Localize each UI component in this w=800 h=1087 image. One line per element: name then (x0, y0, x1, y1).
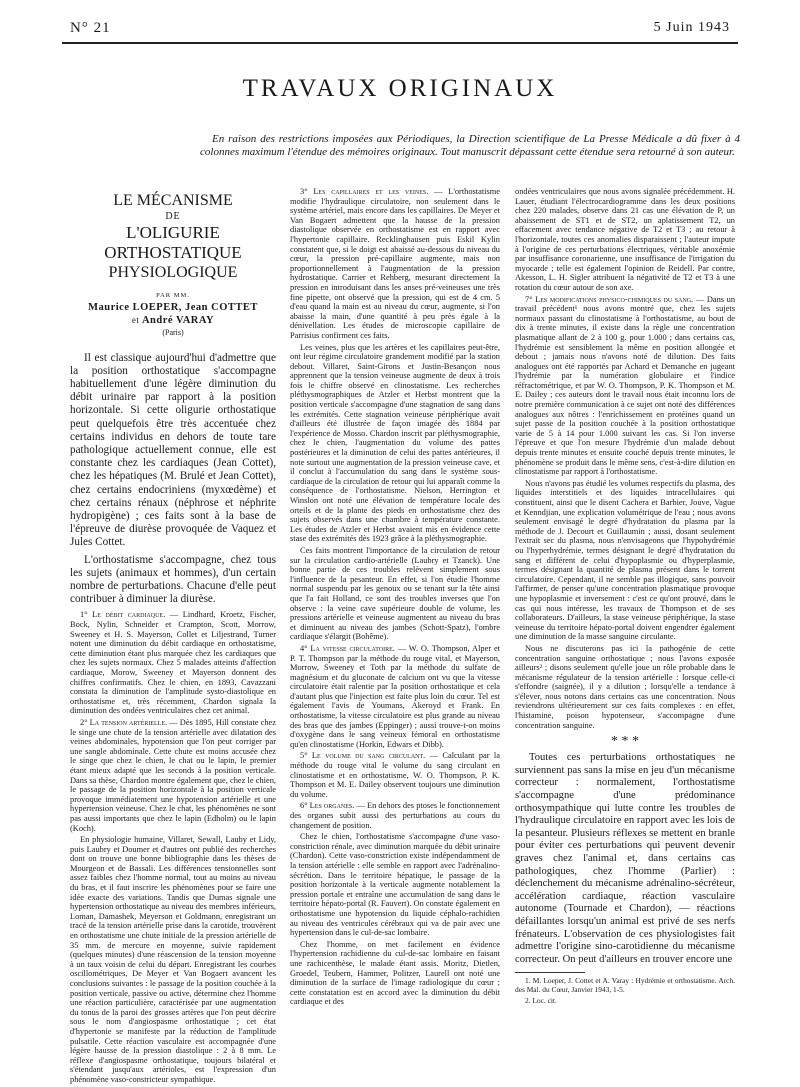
column-2 (290, 187, 500, 1009)
paragraph-pathogenie: Nous ne discuterons pas ici la pathogénie de cette concentration sanguine orthostatique ; nous l'avons exposée ailleurs² ; disons seulement qu'elle joue un rôle probable dans le mécanisme régulateur de la tension artérielle : lorsque celle-ci s'effondre (saignée), il y a dilution ; lorsqu'elle a tendance à s'élever, nous notons dans certains cas une concentration. Nous reviendrons ultérieurement sur ces faits complexes : en effet, l'histamine, poison hypotenseur, s'accompagne d'une concentration sanguine. (515, 643, 735, 730)
section-heading: 5° Le volume du sang circulant. (300, 751, 426, 761)
footnote-rule (515, 972, 585, 973)
authors-et: et (131, 314, 140, 325)
authors-line-2: André VARAY (141, 314, 215, 326)
lead-text-col3 (515, 752, 735, 966)
header-rule (62, 42, 738, 44)
footnote-1: 1. M. Loeper, J. Cottet et A. Varay : Hydrémie et orthostatisme. Arch. des Mal. du Cœur, Janvier 1943, 1-5. (515, 976, 735, 995)
section-heading: 1° Le débit cardiaque. (80, 610, 166, 620)
paragraph-physiologie-humaine: En physiologie humaine, Villaret, Sewall, Lauby et Lidy, puis Laubry et Doumer et d'autres ont publié des recherches dont on trouve une bonne bibliographie dans les thèses de Mourgeon et de Bassali. Les différences tensionnelles sont assez faibles chez l'homme normal, tout au moins au niveau du bras, et il faut inscrire les phénomènes pour se faire une idée exacte des variations. Tandis que Dumas signale une hypertension orthostatique au niveau des membres inférieurs, Loman, Damashek, Meyerson et Goldmann, enregistrant un tracé de la tension artérielle prise dans la carotide, trouvèrent en orthostatisme une chute initiale de la pression artérielle de 35 mm. de mercure en moyenne, suivie rapidement (quelques minutes) d'une réascension de la tension moyenne à un taux voisin de celui du départ. Enregistrant les courbes oscillométriques, De Meyer et Van Bogaert avancent les conclusions suivantes : le passage de la position couchée à la position verticale, passive ou active, détermine chez l'homme une réaction particulière, caractérisée par une augmentation du tonus de la paroi des grosses artères que l'on peut décrire sous le nom d'angiospasme orthostatique ; cet état d'hypertonie se manifeste par la réduction de l'amplitude pulsatile. Cette réaction vasculaire est accompagnée d'une légère hausse de la pression diastolique : 2 à 8 mm. Le réflexe d'angiospasme orthostatique, toujours bilatéral et s'étendant jusqu'aux artérioles, est l'expression d'un phénomène vaso-constricteur sympathique. (70, 835, 276, 1084)
paragraph-debit-cardiaque (70, 610, 276, 716)
authors-line-1: Maurice LOEPER, Jean COTTET (88, 301, 258, 313)
issue-date: 5 Juin 1943 (653, 20, 730, 35)
issue-number: N° 21 (70, 20, 111, 36)
article-title-line-2: DE (165, 211, 181, 222)
paragraph-body: — Calculant par la méthode du rouge vital le volume du sang circulant en clinostatisme et en orthostatisme, W. O. Thompson, P. K. Thompson et M. E. Dailey observent toujours une diminution du volume. (290, 751, 500, 799)
lead-paragraph-1: Il est classique aujourd'hui d'admettre que la position orthostatique s'accompagne habituellement d'une légère diminution du débit urinaire par rapport à la position horizontale. Si cette oligurie orthostatique peut quelquefois être très accentuée chez certains individus en dehors de toute tare pathologique actuellement connue, elle est constante chez les cardiaques (Jean Cottet), chez les hépatiques (M. Brulé et Jean Cottet), chez certains endocriniens (myxœdème) et chez certains rénaux (néphrose et néphrite hydropigène) ; ces faits sont à la base de l'épreuve de diurèse provoquée de Vaquez et Jules Cottet. (70, 351, 276, 549)
column-1 (70, 187, 276, 1087)
section-heading: 3° Les capillaires et les veines. (300, 187, 429, 196)
paragraph-veines: Les veines, plus que les artères et les capillaires peut-être, ont leur régime circulatoire grandement modifié par la station debout. Villaret, Saint-Girons et Justin-Besançon nous apprennent que la tension veineuse augmente de deux à trois fois le chiffre observé en clinostatisme. Les recherches pléthysmographiques de Atzler et Herbst montrent que la position verticale s'accompagne d'une stagnation de sang dans les extrémités. Cette stagnation veineuse périphérique avait d'ailleurs été illustrée de façon imagée dès 1884 par l'expérience de Mosso. Chardon inscrit par pléthysmographie, chez le chien, l'augmentation du volume des pattes postérieures et la diminution de celui des pattes antérieures, il note surtout une augmentation de la pression veineuse cave, et il conclut à l'accumulation du sang dans le système sous-cardiaque de la circulation de retour qui lui apparaît comme la conséquence de l'orthostatisme. Nielson, Herrington et Winslon ont noté une élévation de température locale des orteils et de la plante des pieds en orthostatisme chez des sujets observés dans une chambre à température constante. Les études de Atzler et Herbst avaient mis en évidence cette stase des extrémités dès 1923 grâce à la pléthysmographie. (290, 342, 500, 544)
section-heading: 4° La vitesse circulatoire. (300, 643, 395, 653)
paragraph-chien: Chez le chien, l'orthostatisme s'accompagne d'une vaso-constriction rénale, avec diminution marquée du débit urinaire (Chardon). Cette vaso-constriction existe indépendamment de la tension artérielle : elle semble en rapport avec l'adrénalino-sécrétion. Dans le territoire hépatique, le passage de la position horizontale à la verticale augmente notablement la pression portale et entraîne une accumulation de sang dans le territoire hépato-portal (R. Fauvert). On constate également en orthostatisme une hypotension du liquide céphalo-rachidien au niveau des ventricules cérébraux qui va de pair avec une hypertension dans le cul-de-sac lombaire. (290, 832, 500, 938)
section-heading: 2° La tension artérielle. (80, 717, 168, 727)
paragraph-body: — Dès 1895, Hill constate chez le singe une chute de la tension artérielle avec dilatation des veines abdominales, hypotension que l'on peut corriger par une sangle abdominale. Cette chute est moins accusée chez le singe que chez le chien, le chat ou le lapin, le premier étant mieux adapté que les seconds à la position verticale. Dans sa thèse, Chardon montre également que, chez le chien, le passage de la position horizontale à la position verticale provoque immédiatement une hypotension artérielle et une hypertension veineuse. Chez le chat, les phénomènes ne sont pas aussi importants que chez le lapin (Edholm) ou le lapin (Koch). (70, 717, 276, 833)
paragraph-body: — Lindhard, Kroetz, Fischer, Bock, Nylin, Schneider et Crampton, Scott, Morrow, Sweeney et H. S. Mayerson, Collet et Liljestrand, Turner notent une diminution du débit cardiaque en orthostatisme, cette diminution étant plus marquée chez les cardiaques que chez les sujets normaux. Chez 5 malades atteints d'affection cardiaque, Morow, Sweeney et Mayerson donnent des chiffres confirmatifs. Chez le chien, en 1893, Cavazzani constata la diminution de l'amplitude systo-diastolique en orthostatisme et, très récemment, Chardon signala la diminution des ondées ventriculaires chez cet animal. (70, 610, 276, 716)
section-heading: 7° Les modifications physico-chimiques du sang. (525, 294, 694, 304)
byline-par: PAR MM. (156, 292, 190, 299)
lead-paragraph-2: L'orthostatisme s'accompagne, chez tous les sujets (animaux et hommes), d'un certain nombre de perturbations. Chacune d'elle peut contribuer à diminuer la diurèse. (70, 553, 276, 606)
paragraph-capillaires (290, 187, 500, 341)
paragraph-organes (290, 801, 500, 830)
lead-paragraph-3: Toutes ces perturbations orthostatiques ne surviennent pas sans la mise en jeu d'un mécanisme correcteur : normalement, l'orthostatisme s'accompagne d'une prédominance orthosympathique qui lutte contre les troubles de l'hydraulique circulatoire en rapport avec les lois de la pesanteur. Plusieurs réflexes se mettent en branle pour éviter ces perturbations qui peuvent devenir graves chez l'animal et, dans certains cas pathologiques, chez l'homme (Parlier) : déclenchement du mécanisme adrénalino-sécréteur, accélération cardiaque, réaction vasculaire autonome (Tournade et Chardon), — réactions défaillantes lorsqu'un animal est privé de ses nerfs frénateurs. L'observation de ces physiologistes fait admettre l'origine sino-carotidienne du mécanisme correcteur. On peut d'ailleurs en trouver encore une (515, 752, 735, 965)
paragraph-circulation-retour: Ces faits montrent l'importance de la circulation de retour sur la circulation cardio-artérielle (Laubry et Tzanck). Une bonne partie de ces troubles relèvent simplement sous l'influence de la pesanteur. En effet, si l'on étudie l'homme normal suspendu par les genoux ou se tenant sur la tête ainsi que l'a fait Holland, ce sont des troubles inverses que l'on observe : la veine cave supérieure double de volume, les pressions artérielle et veineuse augmentent au niveau du bras et diminuent au niveau des jambes (Schott-Spatz), l'ombre cardiaque s'élargit (Bohême). (290, 545, 500, 642)
paragraph-body: — W. O. Thompson, Alper et P. T. Thompson par la méthode du rouge vital, et Mayerson, Morrow, Sweeney et Toth par la méthode du sulfate de magnésium et du gluconate de calcium ont vu que la vitesse circulatoire était ralentie par la position orthostatique et cela d'autant plus que l'injection est faite plus loin du cœur. Tel est également l'avis de Youmans, Akeroyd et Frank. En orthostatisme, la vitesse circulatoire est plus grande au niveau des bras que des jambes (Eppinger) ; aussi trouve-t-on moins d'oxygène dans le sang veineux fémoral en orthostatisme qu'en clinostatisme (Horkin, Edwars et Dibb). (290, 643, 501, 749)
paragraph-body: — En dehors des ptoses le fonctionnement des organes subit aussi des perturbations au cours du changement de position. (290, 801, 500, 830)
paragraph-body: — Dans un travail précédent¹ nous avons montré que, chez les sujets normaux passant du clinostatisme à l'orthostatisme, au bout de dix à trente minutes, il existe dans la règle une concentration plasmatique allant de 2 à 100 g. pour 1.000 ; dans certains cas, l'hydrémie est sensiblement la même en position allongée et debout ; jamais nous n'avons noté de dilution. Des faits analogues ont été rapportés par Achard et Demanche en jugeant l'hydrémie par la numération globulaire et l'indice réfractométrique, et par W. O. Thompson, P. K. Thompson et M. E. Dailey ; ces auteurs dont le travail nous était inconnu lors de notre première communication à ce sujet ont noté des différences analogues aux nôtres : l'enrichissement en protéines quand un sujet passe de la position couchée à la position orthostatique varie de 5 à 14 pour 1.000 suivant les cas. Si l'on inverse l'épreuve et que l'on mesure l'hydrémie d'un malade debout depuis trente minutes et ensuite couché depuis trente minutes, le phénomène se produit dans le même sens, c'est-à-dire dilution en clinostatisme par rapport à l'orthostatisme. (515, 294, 736, 477)
paragraph-tension-arterielle (70, 718, 276, 833)
editorial-notice: En raison des restrictions imposées aux Périodiques, la Direction scientifique de La Presse Médicale a dû fixer à 4 colonnes maximum l'étendue des mémoires originaux. Tout manuscrit dépassant cette étendue sera retourné à son auteur. (200, 133, 740, 158)
author-city: (Paris) (162, 327, 184, 337)
paragraph-ondees: ondées ventriculaires que nous avons signalée précédemment. H. Lauer, étudiant l'électrocardiogramme dans les deux positions chez 220 malades, observe dans 21 cas une élévation de P, un abaissement de ST1 et de ST2, un aplatissement T2, un effacement avec tendance négative de T2 et T3 ; au retour à l'horizontale, toutes ces anomalies disparaissent ; l'auteur impute à l'origine de ces perturbations électriques, véritable anoxémie par insuffisance coronarienne, une insuffisance de l'irrigation du myocarde ; telle est également l'opinion de Reidell. Par contre, Akesson, L. H. Sigler attribuent la négativité de T2 et T3 à une rotation du cœur autour de son axe. (515, 187, 735, 292)
paragraph-physico-chimiques (515, 295, 735, 477)
paragraph-volume-sang (290, 751, 500, 799)
footnote-2: 2. Loc. cit. (525, 996, 557, 1006)
lead-text (70, 352, 276, 607)
article-title-line-4: PHYSIOLOGIQUE (108, 264, 238, 281)
paragraph-vitesse (290, 644, 500, 750)
paragraph-homme: Chez l'homme, on met facilement en évidence l'hypertension rachidienne du cul-de-sac lombaire en faisant une rachicenthèse, le malade étant assis. Moritz, Dietlen, Groedel, Teubern, Hammer, Politzer, Laurell ont noté une diminution de la surface de l'image radiologique du cœur ; cette constatation est en accord avec la diminution du débit cardiaque et des (290, 939, 500, 1007)
article-title-line-1: LE MÉCANISME (113, 192, 233, 209)
article-title-block (70, 191, 276, 338)
column-3 (515, 187, 735, 1007)
section-separator-stars: * * * (611, 734, 639, 750)
section-title: TRAVAUX ORIGINAUX (242, 75, 558, 102)
article-title-line-3: L'OLIGURIE ORTHOSTATIQUE (104, 223, 242, 262)
paragraph-volumes: Nous n'avons pas étudié les volumes respectifs du plasma, des liquides interstitiels et des liquides intracellulaires qui constituent, ainsi que le disent Cachera et Barbier, Jouve, Vague et Kenndjian, une explication volumétrique de l'eau ; nous avons seulement envisagé le degré d'hydratation du plasma par la méthode de J. Decourt et Guillaumin ; aussi, dosant seulement l'extrait sec du plasma, nous n'envisageons que l'hypohydrémie ou l'hyperhydrémie, termes désignant le degré d'hydratation du sang et différent de celui d'hypoplasmie ou d'hyperplasmie, termes désignant la quantité de plasma présent dans le torrent circulatoire. Cependant, il ne semble pas illogique, sans pouvoir l'affirmer, de penser qu'une concentration plasmatique provoque une hypoplasmie et inversement : c'est ce qu'ont prouvé, dans le cas qui nous intéresse, les travaux de Thompson et de ses collaborateurs. D'ailleurs, la stase veineuse périphérique, la stase veineuse du territoire hépato-portal doivent engendrer également une diminution de la masse sanguine circulante. (515, 478, 735, 642)
paragraph-body: — L'orthostatisme modifie l'hydraulique circulatoire, non seulement dans le système artériel, mais encore dans les capillaires. De Meyer et Van Bogaert admettent que la hausse de la pression diastolique observée en orthostatisme est en rapport avec l'hypertonie capillaire. Recklinghausen puis Eskil Kylin constatent que, si le doigt est abaissé au-dessous du niveau du cœur, la pression pré-capillaire augmente, mais non proportionnellement à l'augmentation de la pression hydrostatique. Carrier et Rehberg, mesurant directement la pression en introduisant dans les anses pré-veineuses une très fine pipette, ont observé que la pression, qui est de 4 cm. 5 d'eau quand la main est au niveau du cœur, augmente, si l'on abaisse la main, d'une quantité à peu près égale à la dénivellation. Les études de microscopie capillaire de Parrisius confirment ces faits. (290, 187, 500, 340)
section-heading: 6° Les organes. (300, 801, 355, 811)
